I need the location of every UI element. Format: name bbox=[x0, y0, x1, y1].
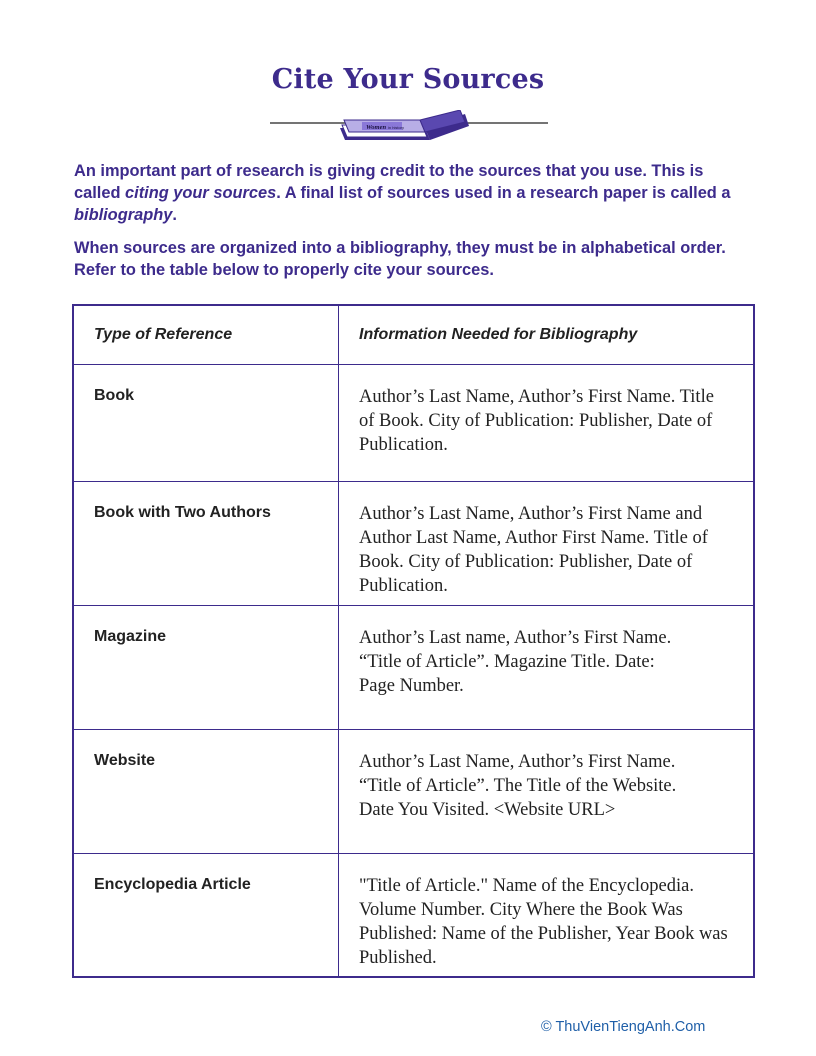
row-info: Author’s Last Name, Author’s First Name. “Title of Article”. The Title of the Website. Date You Visited. <Website URL> bbox=[339, 730, 755, 854]
table-header-row bbox=[73, 305, 754, 365]
book-divider-illustration bbox=[270, 110, 550, 144]
intro-paragraph-1: An important part of research is giving credit to the sources that you use. This is called citing your sources. A final list of sources used in a research paper is called a bibliography. bbox=[74, 162, 731, 224]
footer-copyright: © ThuVienTiengAnh.Com bbox=[541, 1019, 706, 1035]
row-info: Author’s Last Name, Author’s First Name. Title of Book. City of Publication: Publisher, Date of Publication. bbox=[339, 365, 755, 482]
row-info: "Title of Article." Name of the Encyclopedia. Volume Number. City Where the Book Was Published: Name of the Publisher, Year Book was Published. bbox=[339, 854, 755, 977]
row-type: Book with Two Authors bbox=[73, 482, 339, 606]
row-type: Encyclopedia Article bbox=[73, 854, 339, 977]
table-row bbox=[73, 482, 754, 606]
header-type-of-reference: Type of Reference bbox=[73, 305, 339, 365]
table-row bbox=[73, 606, 754, 730]
header-information-needed: Information Needed for Bibliography bbox=[339, 305, 755, 365]
table-row bbox=[73, 730, 754, 854]
row-info: Author’s Last Name, Author’s First Name and Author Last Name, Author First Name. Title of Book. City of Publication: Publisher, Date of Publication. bbox=[339, 482, 755, 606]
row-type: Magazine bbox=[73, 606, 339, 730]
table-row bbox=[73, 854, 754, 977]
page-title: Cite Your Sources bbox=[271, 64, 545, 95]
term-citing-your-sources: citing your sources bbox=[125, 184, 277, 202]
row-type: Book bbox=[73, 365, 339, 482]
book-cover-subtext: in history bbox=[388, 125, 405, 130]
row-info: Author’s Last name, Author’s First Name. “Title of Article”. Magazine Title. Date: Page Number. bbox=[339, 606, 755, 730]
row-type: Website bbox=[73, 730, 339, 854]
intro-text bbox=[74, 160, 754, 292]
book-cover-text: Women bbox=[366, 124, 387, 131]
table-row bbox=[73, 365, 754, 482]
intro-paragraph-2: When sources are organized into a bibliography, they must be in alphabetical order. Refer to the table below to properly cite your sources. bbox=[74, 239, 726, 279]
book-icon bbox=[340, 110, 469, 140]
term-bibliography: bibliography bbox=[74, 206, 173, 224]
citation-table bbox=[72, 304, 755, 978]
